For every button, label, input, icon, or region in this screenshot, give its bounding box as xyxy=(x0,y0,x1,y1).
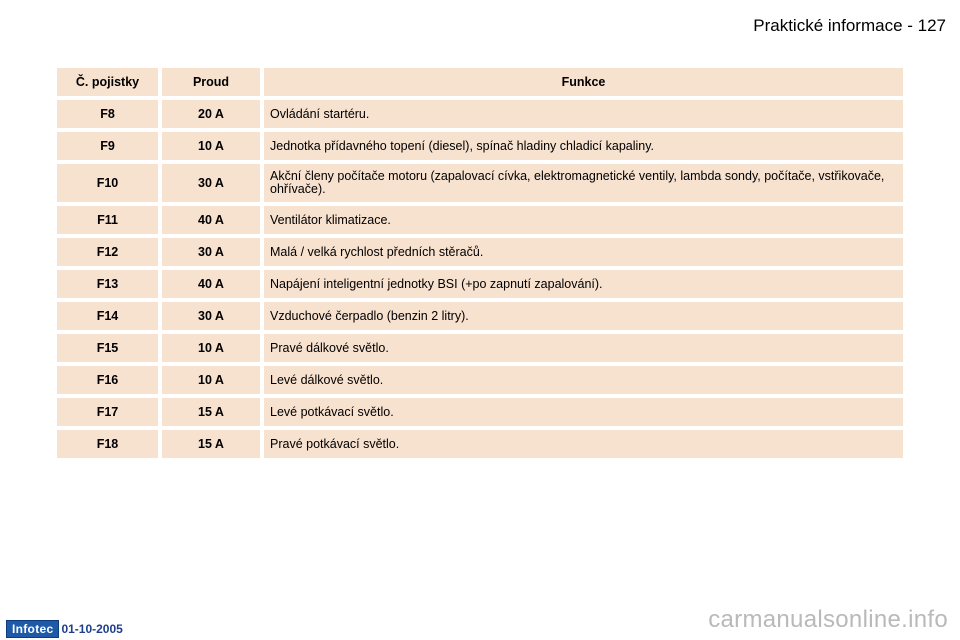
fuse-number-cell: F9 xyxy=(57,132,158,160)
page-title: Praktické informace - 127 xyxy=(753,16,946,35)
fuse-number-cell: F17 xyxy=(57,398,158,426)
fuse-number-cell: F18 xyxy=(57,430,158,458)
function-cell: Levé dálkové světlo. xyxy=(264,366,903,394)
table-row xyxy=(57,100,903,128)
column-header-fuse-number: Č. pojistky xyxy=(57,68,158,96)
function-cell: Vzduchové čerpadlo (benzin 2 litry). xyxy=(264,302,903,330)
fuse-table xyxy=(57,68,903,462)
fuse-number-cell: F12 xyxy=(57,238,158,266)
current-cell: 30 A xyxy=(162,238,260,266)
footer-date: 01-10-2005 xyxy=(61,622,123,636)
table-row xyxy=(57,334,903,362)
watermark: carmanualsonline.info xyxy=(708,606,948,633)
current-cell: 15 A xyxy=(162,430,260,458)
fuse-number-cell: F15 xyxy=(57,334,158,362)
table-row xyxy=(57,430,903,458)
function-cell: Ovládání startéru. xyxy=(264,100,903,128)
current-cell: 15 A xyxy=(162,398,260,426)
footer xyxy=(6,620,123,638)
table-row xyxy=(57,238,903,266)
fuse-number-cell: F10 xyxy=(57,164,158,202)
current-cell: 40 A xyxy=(162,206,260,234)
infotec-logo: Infotec xyxy=(6,620,59,638)
table-row xyxy=(57,270,903,298)
table-header-row xyxy=(57,68,903,96)
function-cell: Akční členy počítače motoru (zapalovací cívka, elektromagnetické ventily, lambda sondy, počítače, vstřikovače, ohřívače). xyxy=(264,164,903,202)
current-cell: 10 A xyxy=(162,132,260,160)
function-cell: Levé potkávací světlo. xyxy=(264,398,903,426)
fuse-number-cell: F8 xyxy=(57,100,158,128)
table-row xyxy=(57,366,903,394)
current-cell: 30 A xyxy=(162,302,260,330)
function-cell: Pravé potkávací světlo. xyxy=(264,430,903,458)
column-header-function: Funkce xyxy=(264,68,903,96)
current-cell: 10 A xyxy=(162,334,260,362)
table-row xyxy=(57,132,903,160)
fuse-number-cell: F14 xyxy=(57,302,158,330)
current-cell: 30 A xyxy=(162,164,260,202)
function-cell: Pravé dálkové světlo. xyxy=(264,334,903,362)
fuse-number-cell: F13 xyxy=(57,270,158,298)
table-row xyxy=(57,302,903,330)
fuse-number-cell: F16 xyxy=(57,366,158,394)
column-header-current: Proud xyxy=(162,68,260,96)
current-cell: 20 A xyxy=(162,100,260,128)
current-cell: 10 A xyxy=(162,366,260,394)
table-row xyxy=(57,164,903,202)
table-row xyxy=(57,398,903,426)
table-row xyxy=(57,206,903,234)
function-cell: Jednotka přídavného topení (diesel), spínač hladiny chladicí kapaliny. xyxy=(264,132,903,160)
fuse-number-cell: F11 xyxy=(57,206,158,234)
function-cell: Malá / velká rychlost předních stěračů. xyxy=(264,238,903,266)
function-cell: Ventilátor klimatizace. xyxy=(264,206,903,234)
current-cell: 40 A xyxy=(162,270,260,298)
function-cell: Napájení inteligentní jednotky BSI (+po zapnutí zapalování). xyxy=(264,270,903,298)
